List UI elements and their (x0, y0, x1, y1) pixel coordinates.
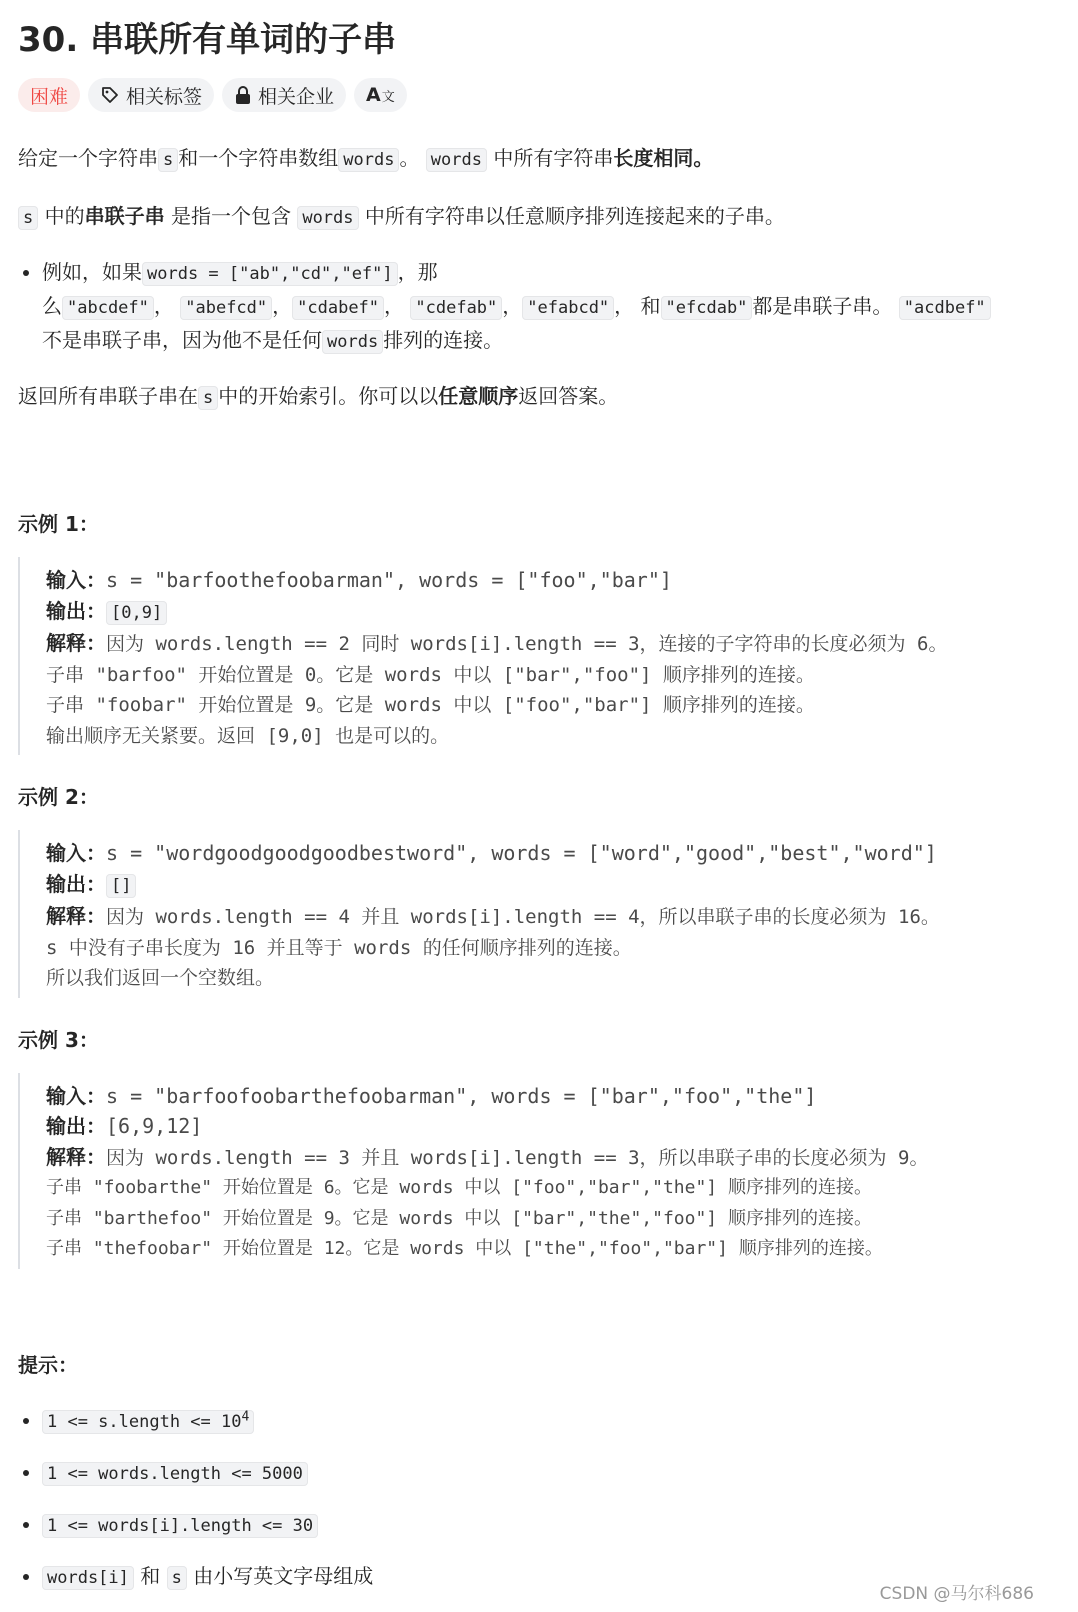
page-title: 30. 串联所有单词的子串 (18, 20, 397, 60)
constraint-code: 1 <= words.length <= 5000 (42, 1462, 308, 1486)
csdn-watermark: CSDN @马尔科686 (879, 1584, 1034, 1604)
example-output: 输出： [] (46, 869, 1060, 902)
example-output: 输出：[6,9,12] (46, 1114, 203, 1138)
tag-bar (18, 78, 1060, 114)
tag-icon (100, 85, 120, 105)
constraint-code: 1 <= words[i].length <= 30 (42, 1514, 318, 1538)
related-companies-button[interactable] (222, 78, 346, 112)
example-explain-line: 所以我们返回一个空数组。 (46, 967, 275, 989)
description-paragraph-3: 返回所有串联子串在 s 中的开始索引。你可以以任意顺序返回答案。 (18, 384, 619, 408)
example-explain: 解释：因为 words.length == 4 并且 words[i].length == 4，所以串联子串的长度必须为 16。 (46, 904, 940, 928)
related-companies-label: 相关企业 (258, 85, 335, 108)
example-input: 输入：s = "barfoofoobarthefoobarman", words = ["bar","foo","the"] (46, 1083, 817, 1108)
example-explain-line: 输出顺序无关紧要。返回 [9,0] 也是可以的。 (46, 724, 450, 747)
hints-heading: 提示： (18, 1352, 78, 1377)
description-paragraph-2: s 中的串联子串 是指一个包含 words 中所有字符串以任意顺序排列连接起来的子串。 (18, 200, 1060, 234)
example-1-heading: 示例 1： (18, 512, 99, 536)
example-2-block (18, 830, 1060, 998)
example-3-heading: 示例 3： (18, 1027, 99, 1052)
example-explain-line: 子串 "foobarthe" 开始位置是 6。它是 words 中以 ["foo","bar","the"] 顺序排列的连接。 (46, 1177, 872, 1198)
example-bullet-list (18, 256, 1060, 358)
related-tags-label: 相关标签 (126, 85, 203, 108)
translate-icon: A 文 (366, 84, 395, 106)
example-3-block (18, 1073, 1060, 1269)
description-paragraph-1: 给定一个字符串 s 和一个字符串数组 words 。 words 中所有字符串长度相同。 (18, 146, 714, 170)
translate-button[interactable] (354, 78, 407, 112)
lock-icon (234, 85, 252, 105)
example-explain: 解释：因为 words.length == 3 并且 words[i].length == 3，所以串联子串的长度必须为 9。 (46, 1144, 929, 1169)
hints-list (18, 1402, 1060, 1595)
example-output: 输出： [0,9] (46, 596, 1060, 629)
example-explain-line: 子串 "foobar" 开始位置是 9。它是 words 中以 ["foo","bar"] 顺序排列的连接。 (46, 694, 815, 716)
difficulty-label: 困难 (30, 85, 69, 108)
list-item (42, 1508, 1060, 1542)
example-explain-line: 子串 "barthefoo" 开始位置是 9。它是 words 中以 ["bar","the","foo"] 顺序排列的连接。 (46, 1207, 872, 1229)
list-item: • words[i] 和 s 由小写英文字母组成 (42, 1560, 1060, 1594)
related-tags-button[interactable] (88, 78, 214, 112)
example-explain-line: s 中没有子串长度为 16 并且等于 words 的任何顺序排列的连接。 (46, 936, 632, 959)
example-input: 输入：s = "barfoothefoobarman", words = ["foo","bar"] (46, 568, 672, 592)
list-item (42, 1402, 1060, 1439)
constraint-code: 1 <= s.length <= $10^4$ (42, 1410, 254, 1434)
example-explain: 解释：因为 words.length == 2 同时 words[i].length == 3，连接的子字符串的长度必须为 6。 (46, 631, 948, 655)
example-2-heading: 示例 2： (18, 785, 99, 809)
example-1-block (18, 557, 1060, 755)
list-item (42, 1456, 1060, 1490)
example-input: 输入：s = "wordgoodgoodgoodbestword", words = ["word","good","best","word"] (46, 841, 937, 865)
example-explain-line: 子串 "barfoo" 开始位置是 0。它是 words 中以 ["bar","foo"] 顺序排列的连接。 (46, 663, 815, 686)
difficulty-badge[interactable] (18, 78, 80, 112)
example-explain-line: 子串 "thefoobar" 开始位置是 12。它是 words 中以 ["the","foo","bar"] 顺序排列的连接。 (46, 1238, 883, 1259)
list-item: • 例如，如果 words = ["ab","cd","ef"] ，那 么 "abcdef" ， "abefcd" ， "cdabef" ， "cdefab" ， "efabcd" ， 和 "efcdab" 都是串联子串。 "acdbef" 不是串联子串，因为他不是任何 words 排列的连接。 (42, 256, 1060, 358)
